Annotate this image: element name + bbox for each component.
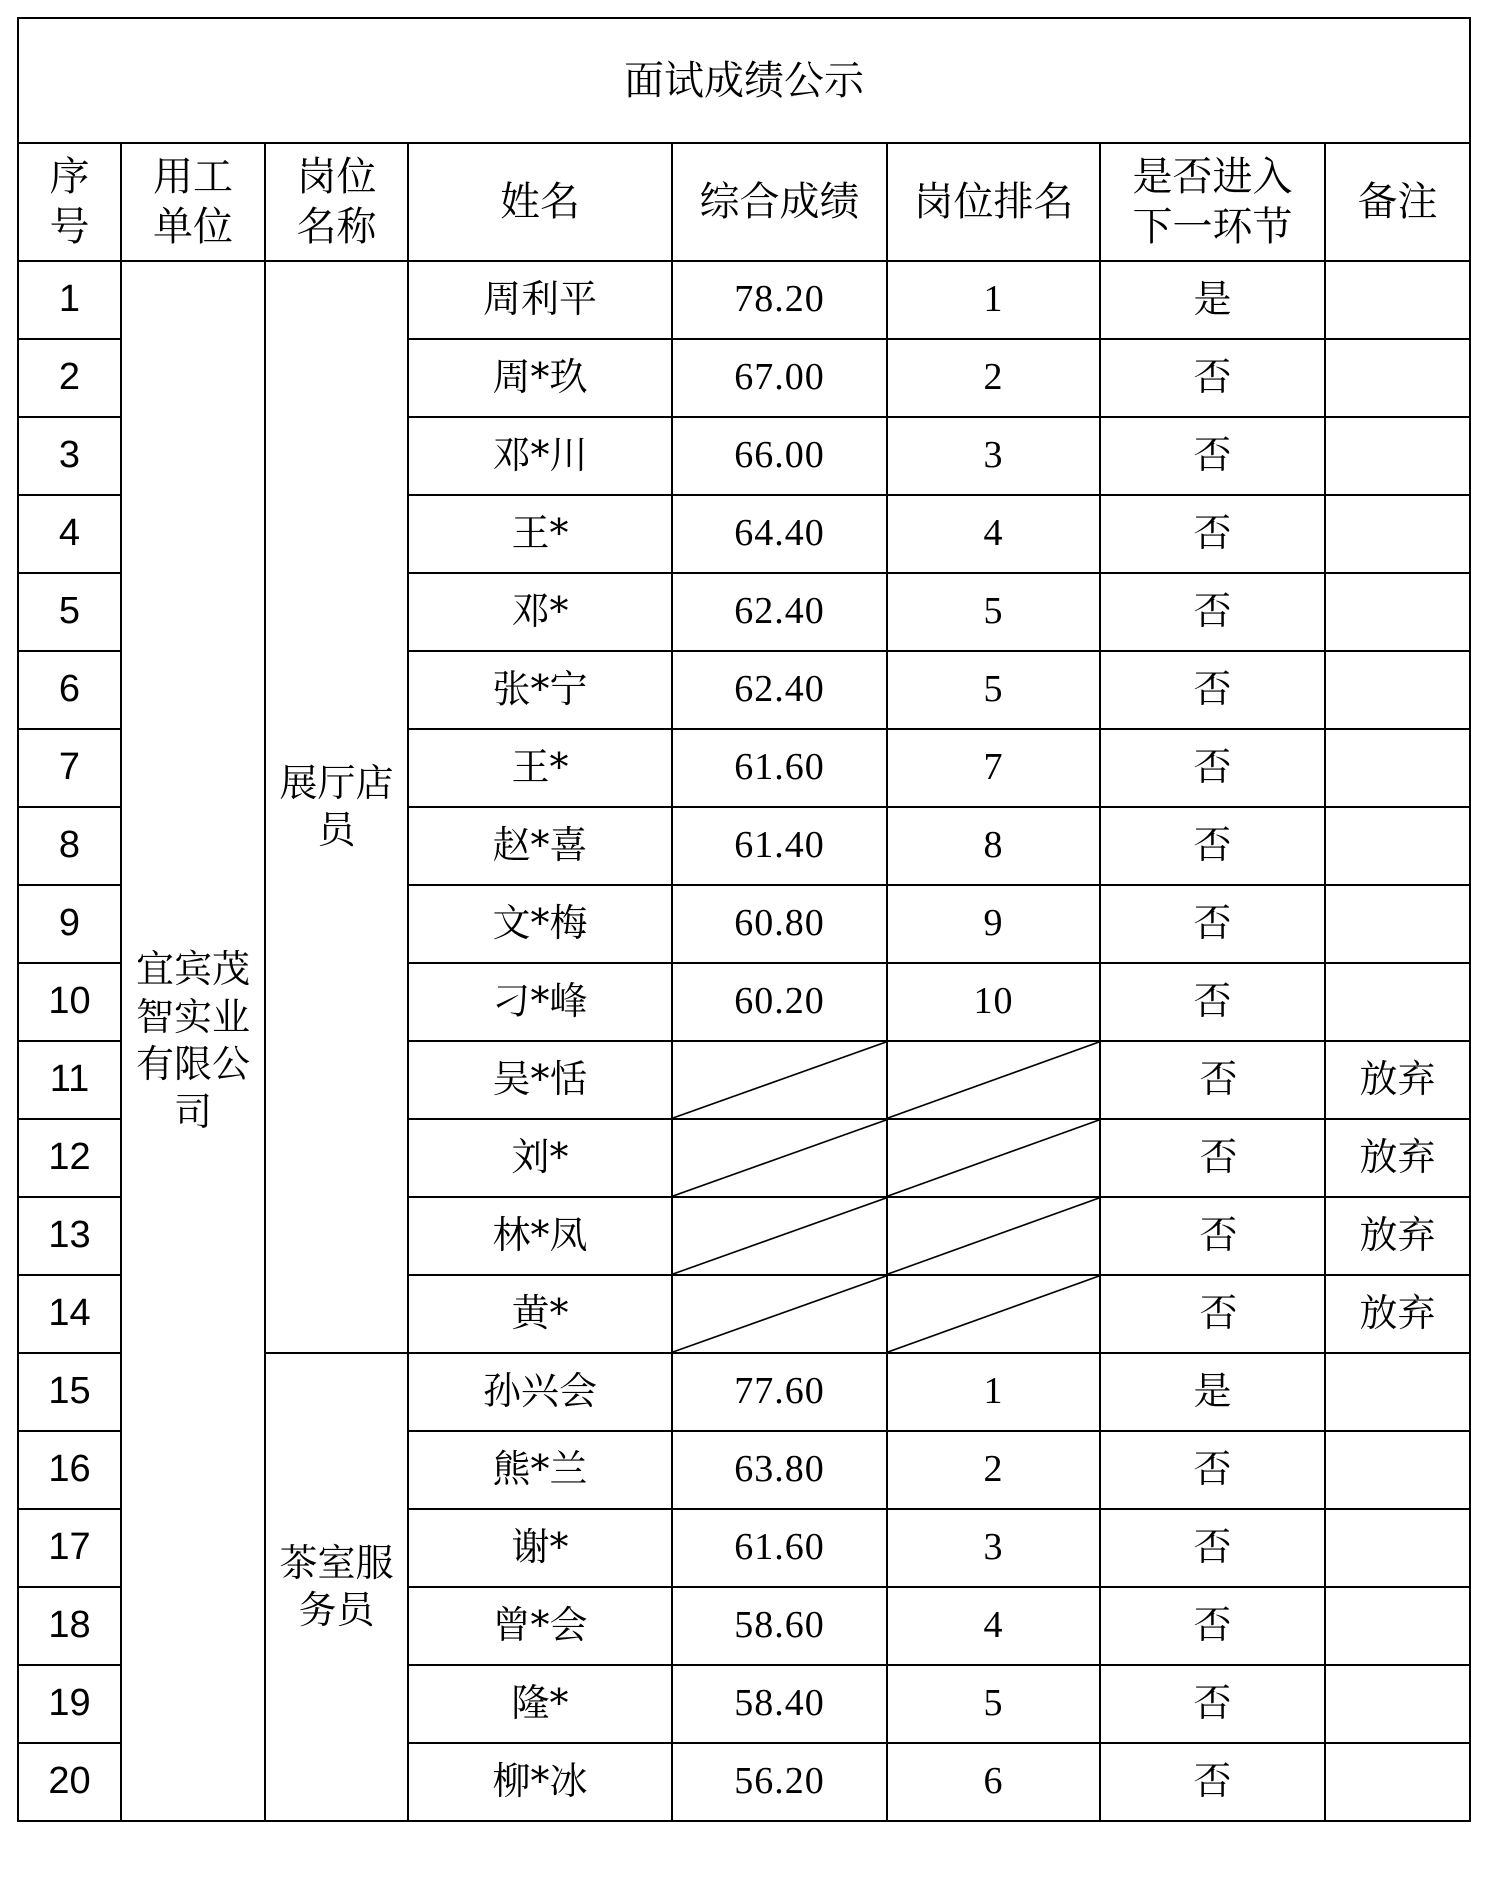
position-cell: 茶室服 务员 [265,1353,408,1821]
candidate-name: 柳*冰 [408,1743,672,1821]
next-round-status: 否 [1100,963,1325,1041]
score-cell: 61.60 [672,729,887,807]
next-round-status: 否 [1100,1041,1325,1119]
employer-cell: 宜宾茂 智实业 有限公 司 [121,261,265,1821]
score-cell: 60.80 [672,885,887,963]
remark-cell [1325,495,1470,573]
remark-cell: 放弃 [1325,1119,1470,1197]
header-row [18,143,1470,261]
next-round-status: 否 [1100,729,1325,807]
rank-cell-struck [887,1119,1100,1197]
strike-slash-icon [673,1042,886,1118]
next-round-status: 否 [1100,1587,1325,1665]
remark-cell [1325,1587,1470,1665]
score-cell-struck [672,1119,887,1197]
candidate-name: 隆* [408,1665,672,1743]
row-index: 9 [18,885,121,963]
remark-cell [1325,339,1470,417]
rank-cell-struck [887,1041,1100,1119]
candidate-name: 谢* [408,1509,672,1587]
rank-cell: 9 [887,885,1100,963]
row-index: 1 [18,261,121,339]
rank-cell: 2 [887,339,1100,417]
rank-cell: 4 [887,495,1100,573]
next-round-status: 否 [1100,1743,1325,1821]
row-index: 18 [18,1587,121,1665]
header-name: 姓名 [408,143,672,261]
score-cell: 61.40 [672,807,887,885]
row-index: 3 [18,417,121,495]
remark-cell [1325,1431,1470,1509]
remark-cell [1325,1509,1470,1587]
candidate-name: 周利平 [408,261,672,339]
candidate-name: 王* [408,729,672,807]
row-index: 19 [18,1665,121,1743]
score-cell: 61.60 [672,1509,887,1587]
header-remark: 备注 [1325,143,1470,261]
candidate-name: 刘* [408,1119,672,1197]
score-cell: 58.60 [672,1587,887,1665]
table-row [18,261,1470,339]
row-index: 14 [18,1275,121,1353]
candidate-name: 黄* [408,1275,672,1353]
candidate-name: 林*凤 [408,1197,672,1275]
score-cell: 64.40 [672,495,887,573]
strike-slash-icon [888,1276,1099,1352]
rank-cell: 10 [887,963,1100,1041]
remark-cell [1325,885,1470,963]
row-index: 16 [18,1431,121,1509]
strike-slash-icon [888,1042,1099,1118]
score-cell: 67.00 [672,339,887,417]
remark-cell [1325,1353,1470,1431]
rank-cell-struck [887,1275,1100,1353]
next-round-status: 否 [1100,1665,1325,1743]
next-round-status: 否 [1100,885,1325,963]
row-index: 2 [18,339,121,417]
candidate-name: 孙兴会 [408,1353,672,1431]
position-cell: 展厅店 员 [265,261,408,1353]
remark-cell [1325,651,1470,729]
score-cell: 77.60 [672,1353,887,1431]
score-cell: 58.40 [672,1665,887,1743]
score-cell: 62.40 [672,651,887,729]
next-round-status: 否 [1100,651,1325,729]
candidate-name: 文*梅 [408,885,672,963]
next-round-status: 否 [1100,495,1325,573]
candidate-name: 吴*恬 [408,1041,672,1119]
candidate-name: 王* [408,495,672,573]
score-cell-struck [672,1041,887,1119]
table-title: 面试成绩公示 [18,18,1470,143]
header-score: 综合成绩 [672,143,887,261]
remark-cell [1325,573,1470,651]
remark-cell [1325,729,1470,807]
rank-cell: 3 [887,417,1100,495]
row-index: 20 [18,1743,121,1821]
strike-slash-icon [673,1120,886,1196]
next-round-status: 否 [1100,573,1325,651]
rank-cell: 4 [887,1587,1100,1665]
row-index: 5 [18,573,121,651]
next-round-status: 否 [1100,1119,1325,1197]
score-cell-struck [672,1197,887,1275]
header-next-round: 是否进入 下一环节 [1100,143,1325,261]
header-employer: 用工 单位 [121,143,265,261]
score-cell: 56.20 [672,1743,887,1821]
remark-cell [1325,1665,1470,1743]
rank-cell: 1 [887,261,1100,339]
rank-cell: 5 [887,573,1100,651]
score-cell: 66.00 [672,417,887,495]
remark-cell: 放弃 [1325,1041,1470,1119]
row-index: 15 [18,1353,121,1431]
candidate-name: 刁*峰 [408,963,672,1041]
remark-cell [1325,261,1470,339]
header-rank: 岗位排名 [887,143,1100,261]
candidate-name: 熊*兰 [408,1431,672,1509]
header-index: 序 号 [18,143,121,261]
interview-results-table [17,17,1471,1822]
rank-cell: 2 [887,1431,1100,1509]
next-round-status: 否 [1100,807,1325,885]
next-round-status: 是 [1100,1353,1325,1431]
row-index: 6 [18,651,121,729]
rank-cell: 1 [887,1353,1100,1431]
score-cell: 78.20 [672,261,887,339]
remark-cell [1325,963,1470,1041]
row-index: 12 [18,1119,121,1197]
strike-slash-icon [888,1120,1099,1196]
strike-slash-icon [673,1198,886,1274]
row-index: 8 [18,807,121,885]
rank-cell-struck [887,1197,1100,1275]
next-round-status: 否 [1100,339,1325,417]
next-round-status: 否 [1100,1431,1325,1509]
next-round-status: 否 [1100,417,1325,495]
score-cell: 60.20 [672,963,887,1041]
row-index: 10 [18,963,121,1041]
next-round-status: 是 [1100,261,1325,339]
strike-slash-icon [673,1276,886,1352]
score-cell: 63.80 [672,1431,887,1509]
score-cell: 62.40 [672,573,887,651]
candidate-name: 周*玖 [408,339,672,417]
score-cell-struck [672,1275,887,1353]
candidate-name: 曾*会 [408,1587,672,1665]
rank-cell: 6 [887,1743,1100,1821]
candidate-name: 赵*喜 [408,807,672,885]
next-round-status: 否 [1100,1197,1325,1275]
row-index: 7 [18,729,121,807]
next-round-status: 否 [1100,1275,1325,1353]
candidate-name: 邓*川 [408,417,672,495]
rank-cell: 5 [887,1665,1100,1743]
remark-cell [1325,807,1470,885]
candidate-name: 张*宁 [408,651,672,729]
row-index: 13 [18,1197,121,1275]
row-index: 11 [18,1041,121,1119]
remark-cell: 放弃 [1325,1275,1470,1353]
remark-cell [1325,417,1470,495]
header-position: 岗位 名称 [265,143,408,261]
next-round-status: 否 [1100,1509,1325,1587]
row-index: 4 [18,495,121,573]
candidate-name: 邓* [408,573,672,651]
rank-cell: 3 [887,1509,1100,1587]
row-index: 17 [18,1509,121,1587]
remark-cell [1325,1743,1470,1821]
remark-cell: 放弃 [1325,1197,1470,1275]
strike-slash-icon [888,1198,1099,1274]
rank-cell: 7 [887,729,1100,807]
rank-cell: 5 [887,651,1100,729]
rank-cell: 8 [887,807,1100,885]
